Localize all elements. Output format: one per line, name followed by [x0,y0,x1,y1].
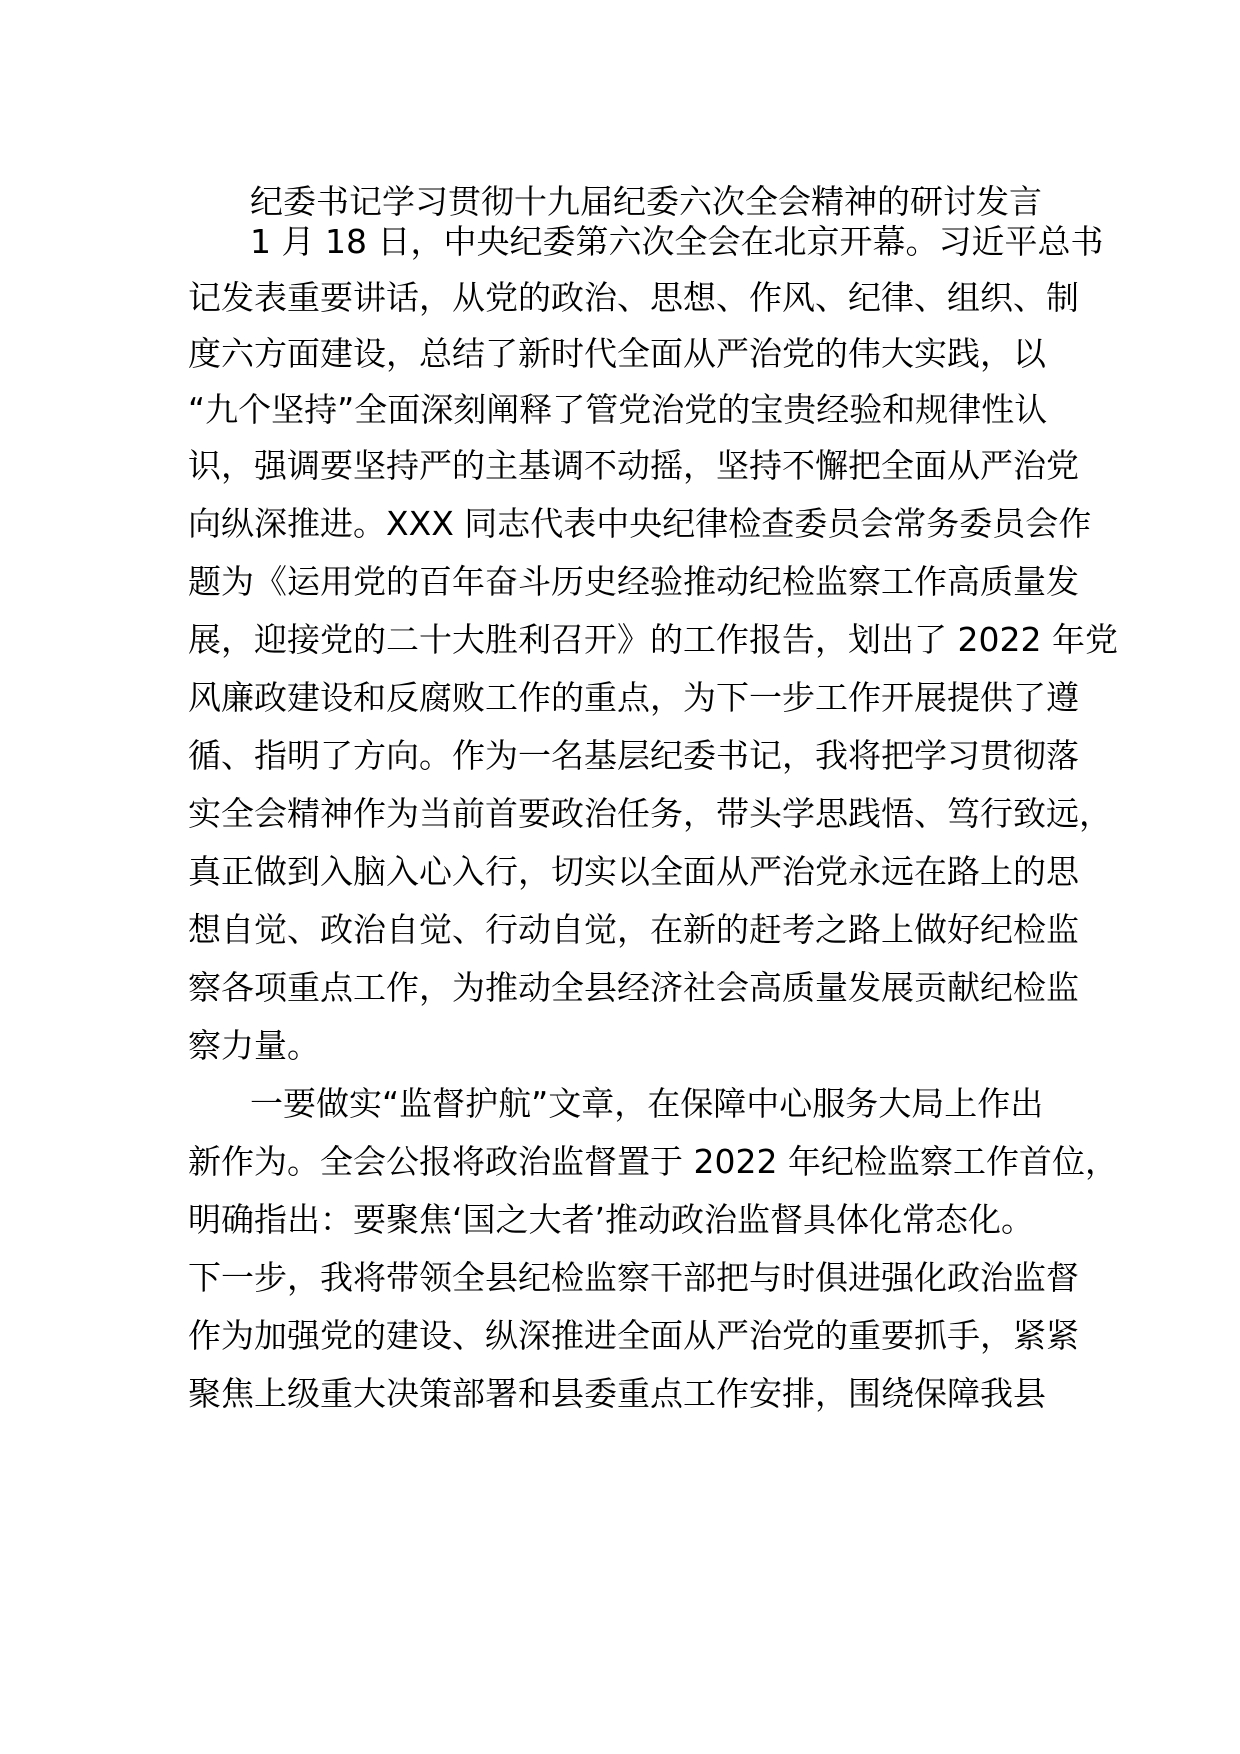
paragraph-2-line-1: 一要做实“监督护航”文章，在保障中心服务大局上作出 [250,1084,1044,1123]
paragraph-1-line-12: 真正做到入脑入心入行，切实以全面从严治党永远在路上的思 [188,852,1079,891]
document-title: 纪委书记学习贯彻十九届纪委六次全会精神的研讨发言 [250,182,1042,221]
paragraph-2-line-3: 明确指出：要聚焦‘国之大者’推动政治监督具体化常态化。 [188,1200,1034,1239]
paragraph-1-line-5: 识，强调要坚持严的主基调不动摇，坚持不懈把全面从严治党 [188,446,1079,485]
paragraph-1-line-14: 察各项重点工作，为推动全县经济社会高质量发展贡献纪检监 [188,968,1079,1007]
paragraph-2-line-6: 聚焦上级重大决策部署和县委重点工作安排，围绕保障我县 [188,1374,1046,1413]
paragraph-1-line-7: 题为《运用党的百年奋斗历史经验推动纪检监察工作高质量发 [188,562,1079,601]
paragraph-2-line-2: 新作为。全会公报将政治监督置于 2022 年纪检监察工作首位， [188,1142,1118,1181]
paragraph-1-line-10: 循、指明了方向。作为一名基层纪委书记，我将把学习贯彻落 [188,736,1079,775]
paragraph-1-line-13: 想自觉、政治自觉、行动自觉，在新的赶考之路上做好纪检监 [188,910,1079,949]
paragraph-2-line-5: 作为加强党的建设、纵深推进全面从严治党的重要抓手，紧紧 [188,1316,1079,1355]
paragraph-1-line-11: 实全会精神作为当前首要政治任务，带头学思践悟、笃行致远， [188,794,1112,833]
paragraph-1-line-15: 察力量。 [188,1026,320,1065]
paragraph-1-line-4: “九个坚持”全面深刻阐释了管党治党的宝贵经验和规律性认 [188,390,1048,429]
paragraph-1-line-9: 风廉政建设和反腐败工作的重点，为下一步工作开展提供了遵 [188,678,1079,717]
paragraph-2-line-4: 下一步，我将带领全县纪检监察干部把与时俱进强化政治监督 [188,1258,1079,1297]
paragraph-1-line-8: 展，迎接党的二十大胜利召开》的工作报告，划出了 2022 年党 [188,620,1118,659]
paragraph-1-line-6: 向纵深推进。XXX 同志代表中央纪律检查委员会常务委员会作 [188,504,1092,543]
paragraph-1-line-3: 度六方面建设，总结了新时代全面从严治党的伟大实践，以 [188,334,1046,373]
paragraph-1-line-1: 1 月 18 日，中央纪委第六次全会在北京开幕。习近平总书 [250,222,1104,261]
paragraph-1-line-2: 记发表重要讲话，从党的政治、思想、作风、纪律、组织、制 [188,278,1079,317]
